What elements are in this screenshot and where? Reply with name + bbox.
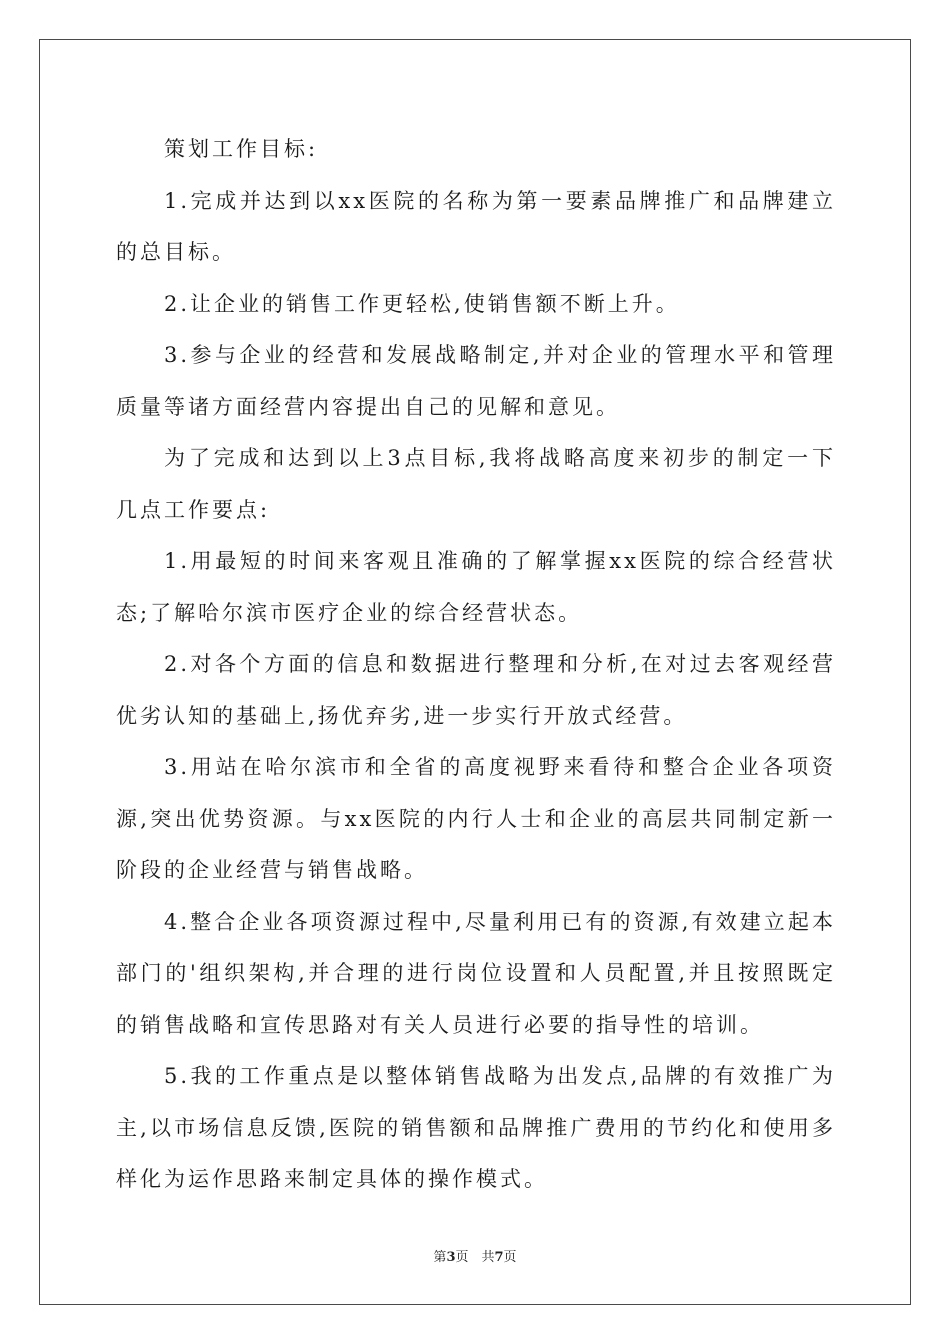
work-point-1: 1.用最短的时间来客观且准确的了解掌握xx医院的综合经营状态;了解哈尔滨市医疗企业的综合经营状态。 — [116, 549, 836, 625]
heading-planning-goals: 策划工作目标: — [164, 137, 319, 161]
work-point-3: 3.用站在哈尔滨市和全省的高度视野来看待和整合企业各项资源,突出优势资源。与xx医院的内行人士和企业的高层共同制定新一阶段的企业经营与销售战略。 — [116, 755, 836, 882]
page-mid: 页 共 — [455, 1250, 495, 1265]
work-point-5: 5.我的工作重点是以整体销售战略为出发点,品牌的有效推广为主,以市场信息反馈,医院的销售额和品牌推广费用的节约化和使用多样化为运作思路来制定具体的操作模式。 — [116, 1064, 836, 1191]
work-point-2: 2.对各个方面的信息和数据进行整理和分析,在对过去客观经营优劣认知的基础上,扬优弃劣,进一步实行开放式经营。 — [116, 652, 836, 728]
goal-item-2: 2.让企业的销售工作更轻松,使销售额不断上升。 — [164, 291, 680, 316]
goal-item-1: 1.完成并达到以xx医院的名称为第一要素品牌推广和品牌建立的总目标。 — [116, 188, 836, 264]
page-prefix: 第 — [433, 1250, 447, 1265]
page-current-number: 3 — [446, 1250, 456, 1265]
page-footer — [0, 1246, 950, 1265]
document-body — [116, 124, 836, 1206]
page-total-number: 7 — [494, 1250, 504, 1265]
page-suffix: 页 — [503, 1250, 517, 1265]
goal-item-3: 3.参与企业的经营和发展战略制定,并对企业的管理水平和管理质量等诸方面经营内容提出自己的见解和意见。 — [116, 343, 836, 419]
work-point-4: 4.整合企业各项资源过程中,尽量利用已有的资源,有效建立起本部门的'组织架构,并合理的进行岗位设置和人员配置,并且按照既定的销售战略和宣传思路对有关人员进行必要的指导性的培训。 — [116, 909, 836, 1037]
intro-work-points: 为了完成和达到以上3点目标,我将战略高度来初步的制定一下几点工作要点: — [116, 446, 836, 522]
